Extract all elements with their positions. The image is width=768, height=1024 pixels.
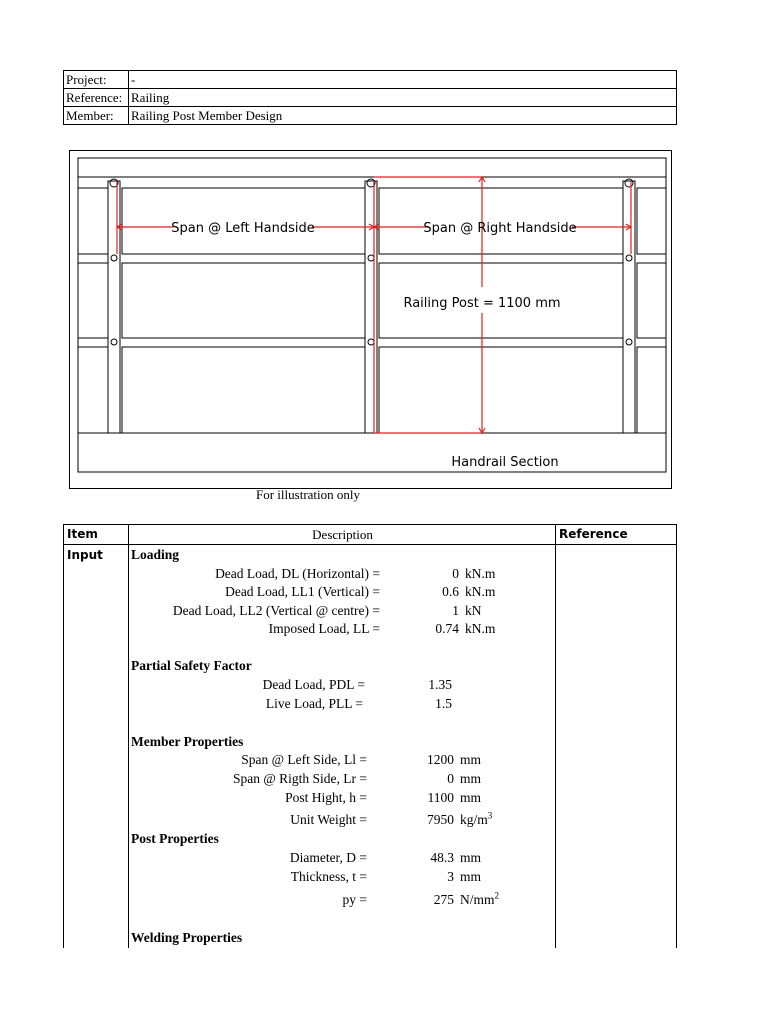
project-row xyxy=(64,71,677,89)
loading-unit: kN.m xyxy=(465,566,496,581)
railing-drawing xyxy=(70,151,673,490)
loading-value: 0 xyxy=(452,566,459,581)
post-value: 3 xyxy=(447,869,454,884)
loading-unit: kN.m xyxy=(465,621,496,636)
post-unit-sup: 2 xyxy=(494,890,500,901)
post-label: py = xyxy=(342,892,367,907)
reference-label: Reference: xyxy=(64,89,129,107)
post-unit xyxy=(460,891,499,909)
member-label: Span @ Left Side, Ll = xyxy=(241,752,367,767)
psf-value: 1.5 xyxy=(435,696,452,711)
reference-row xyxy=(64,89,677,107)
calc-table xyxy=(63,524,677,948)
psf-label: Dead Load, PDL = xyxy=(262,677,365,692)
member-value: 7950 xyxy=(427,812,454,827)
member-unit-text: kg/m xyxy=(460,812,488,827)
loading-label: Dead Load, LL1 (Vertical) = xyxy=(225,584,380,599)
section-label: Handrail Section xyxy=(451,455,559,470)
member-unit-sup: 3 xyxy=(487,810,493,821)
post-unit-text: N/mm xyxy=(460,892,495,907)
member-label: Span @ Rigth Side, Lr = xyxy=(232,771,367,786)
header-table xyxy=(63,70,677,125)
post-label: Diameter, D = xyxy=(289,850,367,865)
railing-illustration xyxy=(69,150,672,489)
reference-value: Railing xyxy=(129,89,677,107)
member-unit: mm xyxy=(460,771,482,786)
psf-value: 1.35 xyxy=(428,677,452,692)
member-label: Unit Weight = xyxy=(290,812,367,827)
header-divider xyxy=(64,544,676,545)
post-label: Thickness, t = xyxy=(290,869,367,884)
member-label: Post Hight, h = xyxy=(285,790,367,805)
member-unit xyxy=(460,811,492,829)
span-right-label: Span @ Right Handside xyxy=(423,221,577,236)
member-value: 0 xyxy=(447,771,454,786)
col-item-header: Item xyxy=(67,527,98,541)
loading-value: 0.6 xyxy=(442,584,459,599)
loading-label: Dead Load, LL2 (Vertical @ centre) = xyxy=(172,603,380,618)
member-unit: mm xyxy=(460,790,482,805)
span-left-label: Span @ Left Handside xyxy=(171,221,315,236)
item-input: Input xyxy=(67,548,103,562)
member-value: 1100 xyxy=(427,790,454,805)
col-description-header: Description xyxy=(312,527,373,542)
loading-value: 1 xyxy=(452,603,459,618)
post-value: 48.3 xyxy=(430,850,454,865)
loading-label: Dead Load, DL (Horizontal) = xyxy=(215,566,380,581)
loading-label: Imposed Load, LL = xyxy=(268,621,380,636)
psf-label: Live Load, PLL = xyxy=(265,696,363,711)
illustration-note: For illustration only xyxy=(256,487,360,502)
post-height-label: Railing Post = 1100 mm xyxy=(403,296,561,311)
project-value: - xyxy=(129,71,677,89)
col-divider-item xyxy=(128,525,129,948)
member-value: Railing Post Member Design xyxy=(129,107,677,125)
loading-unit: kN xyxy=(465,603,482,618)
member-heading: Member Properties xyxy=(131,734,244,749)
loading-heading: Loading xyxy=(131,547,180,562)
psf-heading: Partial Safety Factor xyxy=(131,658,252,673)
post-value: 275 xyxy=(433,892,454,907)
member-row xyxy=(64,107,677,125)
loading-unit: kN.m xyxy=(465,584,496,599)
col-reference-header: Reference xyxy=(559,527,628,541)
project-label: Project: xyxy=(64,71,129,89)
col-divider-reference xyxy=(555,525,556,948)
post-unit: mm xyxy=(460,869,482,884)
welding-heading: Welding Properties xyxy=(131,930,243,945)
post-heading: Post Properties xyxy=(131,831,219,846)
loading-value: 0.74 xyxy=(435,621,459,636)
member-value: 1200 xyxy=(427,752,454,767)
member-unit: mm xyxy=(460,752,482,767)
member-label: Member: xyxy=(64,107,129,125)
post-unit: mm xyxy=(460,850,482,865)
